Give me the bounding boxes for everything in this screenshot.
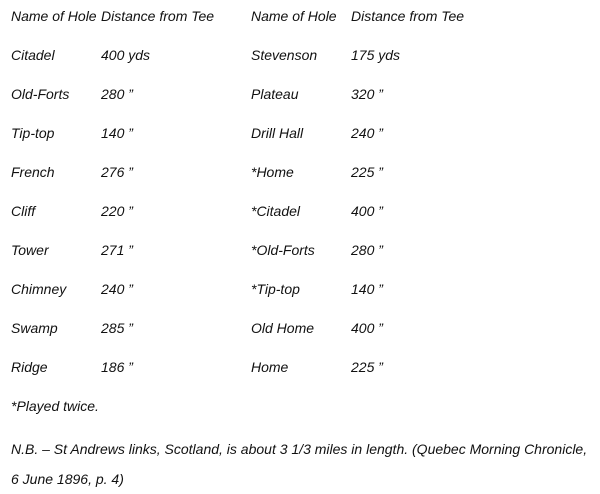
hole-distance: 276 ” (101, 164, 133, 180)
hole-name: *Old-Forts (251, 242, 315, 258)
header-distance-from-tee: Distance from Tee (351, 8, 465, 24)
hole-distance: 186 ” (101, 359, 133, 375)
hole-distance: 285 ” (101, 320, 133, 336)
hole-distance: 240 ” (101, 281, 133, 297)
hole-name: Drill Hall (251, 125, 304, 141)
hole-name: *Citadel (251, 203, 301, 219)
hole-distance: 400 ” (351, 203, 383, 219)
hole-name: *Home (251, 164, 294, 180)
header-name-of-hole: Name of Hole (11, 8, 97, 24)
hole-name: Old Home (251, 320, 315, 336)
hole-name: Plateau (251, 86, 299, 102)
hole-name: Swamp (11, 320, 58, 336)
hole-name: Old-Forts (11, 86, 70, 102)
hole-name: Tower (11, 242, 49, 258)
hole-distance: 271 ” (101, 242, 133, 258)
hole-name: French (11, 164, 55, 180)
hole-distance: 140 ” (101, 125, 133, 141)
hole-name: Home (251, 359, 289, 375)
hole-distance: 280 ” (351, 242, 383, 258)
hole-name: *Tip-top (251, 281, 300, 297)
hole-distance: 220 ” (101, 203, 133, 219)
hole-name: Cliff (11, 203, 36, 219)
hole-distance: 400 yds (101, 47, 151, 63)
header-name-of-hole: Name of Hole (251, 8, 337, 24)
hole-distance: 225 ” (351, 359, 383, 375)
hole-distance: 140 ” (351, 281, 383, 297)
hole-distance: 400 ” (351, 320, 383, 336)
hole-distance: 280 ” (101, 86, 133, 102)
hole-distance: 225 ” (351, 164, 383, 180)
hole-distance: 175 yds (351, 47, 401, 63)
source-note: N.B. – St Andrews links, Scotland, is about 3 1/3 miles in length. (Quebec Morning Chronicle, 6 June 1896, p. 4) (11, 441, 588, 487)
header-distance-from-tee: Distance from Tee (101, 8, 215, 24)
hole-name: Ridge (11, 359, 48, 375)
hole-name: Chimney (11, 281, 67, 297)
hole-name: Citadel (11, 47, 55, 63)
hole-distance: 320 ” (351, 86, 383, 102)
footnote: *Played twice. (11, 398, 99, 414)
hole-distance: 240 ” (351, 125, 383, 141)
hole-name: Tip-top (11, 125, 55, 141)
hole-name: Stevenson (251, 47, 318, 63)
